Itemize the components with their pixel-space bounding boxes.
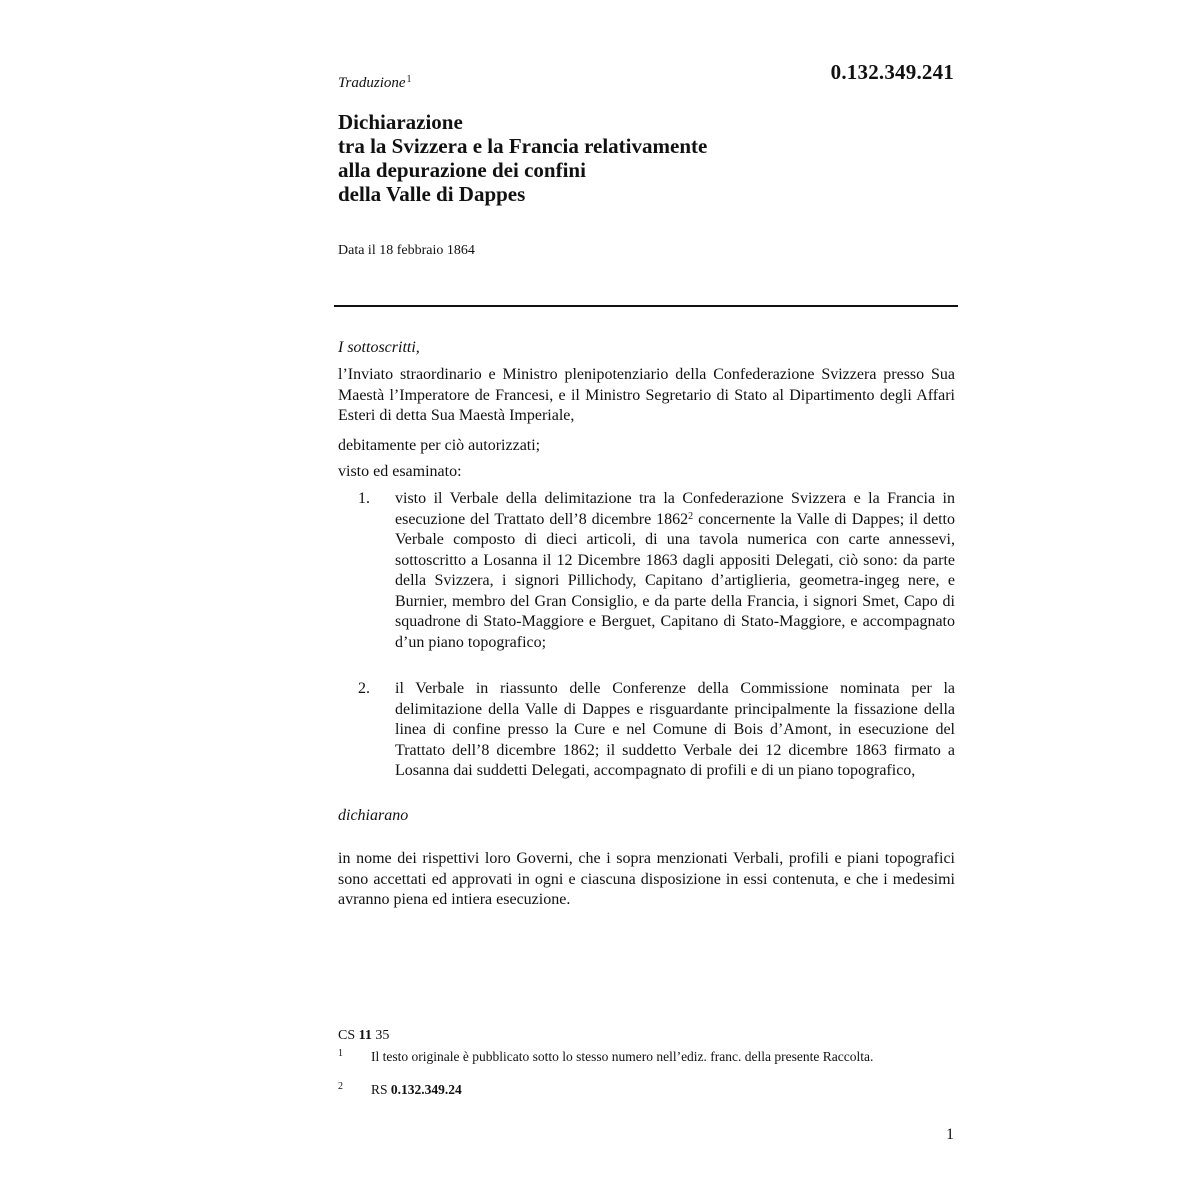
footnote-1 [338,1049,958,1065]
footnote-prefix: RS [371,1082,391,1097]
translation-label [338,74,412,92]
intro-paragraph: l’Inviato straordinario e Ministro plenipotenziario della Confederazione Svizzera presso Sua Maestà l’Imperatore de Francesi, e il Ministro Segretario di Stato al Dipartimento degli Affari Esteri di detta Sua Maestà Imperiale, [338,366,955,424]
list-item-text [395,489,955,653]
footnote-ref-2[interactable]: 2 [688,510,694,522]
document-date: Data il 18 febbraio 1864 [338,243,475,258]
list-item-2 [338,679,955,782]
footnote-ref-1[interactable]: 1 [406,74,412,85]
document-title [338,110,707,206]
title-line-4: della Valle di Dappes [338,182,526,206]
list-item-number: 1. [358,490,370,507]
title-line-3: alla depurazione dei confini [338,158,586,182]
declare-heading: dichiarano [338,807,409,824]
cs-volume: 11 [358,1028,372,1043]
title-line-2: tra la Svizzera e la Francia relativamente [338,134,708,158]
footnote-sr-link[interactable]: 0.132.349.24 [390,1082,462,1097]
page-number: 1 [946,1126,954,1143]
examined-paragraph: visto ed esaminato: [338,463,462,480]
footnote-text [371,1082,958,1098]
list-item-text-before-ref: visto il Verbale della delimitazione tra la Confederazione Svizzera e la Francia in esecuzione del Trattato dell’8 dicembre 1862 [395,490,955,528]
sr-number: 0.132.349.241 [830,60,954,84]
cs-reference [338,1028,389,1044]
conclusion-paragraph: in nome dei rispettivi loro Governi, che i sopra menzionati Verbali, profili e piani topografici sono accettati ed approvati in ogni e ciascuna disposizione in essi contenuta, e che i medesimi avranno piena ed intiera esecuzione. [338,850,955,908]
cs-page: 35 [371,1028,390,1043]
list-item-1 [338,489,955,653]
cs-prefix: CS [338,1028,359,1043]
list-item-text-after-ref: concernente la Valle di Dappes; il detto Verbale composto di dieci articoli, di una tavola numerica con carte annessevi, sottoscritto a Losanna il 12 Dicembre 1863 dagli appositi Delegati, ciò sono: da parte della Svizzera, i signori Pillichody, Capitano d’artiglieria, geometra-ingeg nere, e Burnier, membro del Gran Consiglio, e da parte della Francia, i signori Smet, Capo di squadrone di Stato-Maggiore e Berguet, Capitano di Stato-Maggiore, e accompagnato d’un piano topografico; [395,510,956,651]
translation-text: Traduzione [338,75,406,91]
footnote-mark: 2 [338,1081,343,1092]
title-line-1: Dichiarazione [338,110,463,134]
salutation: I sottoscritti, [338,339,420,356]
footnote-text: Il testo originale è pubblicato sotto lo stesso numero nell’ediz. franc. della presente Raccolta. [371,1049,874,1064]
authorized-paragraph: debitamente per ciò autorizzati; [338,437,541,454]
list-item-number: 2. [358,680,370,697]
title-divider [334,305,958,307]
footnote-2 [338,1082,958,1098]
footnote-mark: 1 [338,1048,343,1059]
list-item-text: il Verbale in riassunto delle Conferenze della Commissione nominata per la delimitazione della Valle di Dappes e risguardante principalmente la fissazione della linea di confine presso la Cure e nel Comune di Bois d’Amont, in esecuzione del Trattato dell’8 dicembre 1862; il suddetto Verbale dei 12 dicembre 1863 firmato a Losanna dai suddetti Delegati, accompagnato di profili e di un piano topografico, [395,680,955,779]
